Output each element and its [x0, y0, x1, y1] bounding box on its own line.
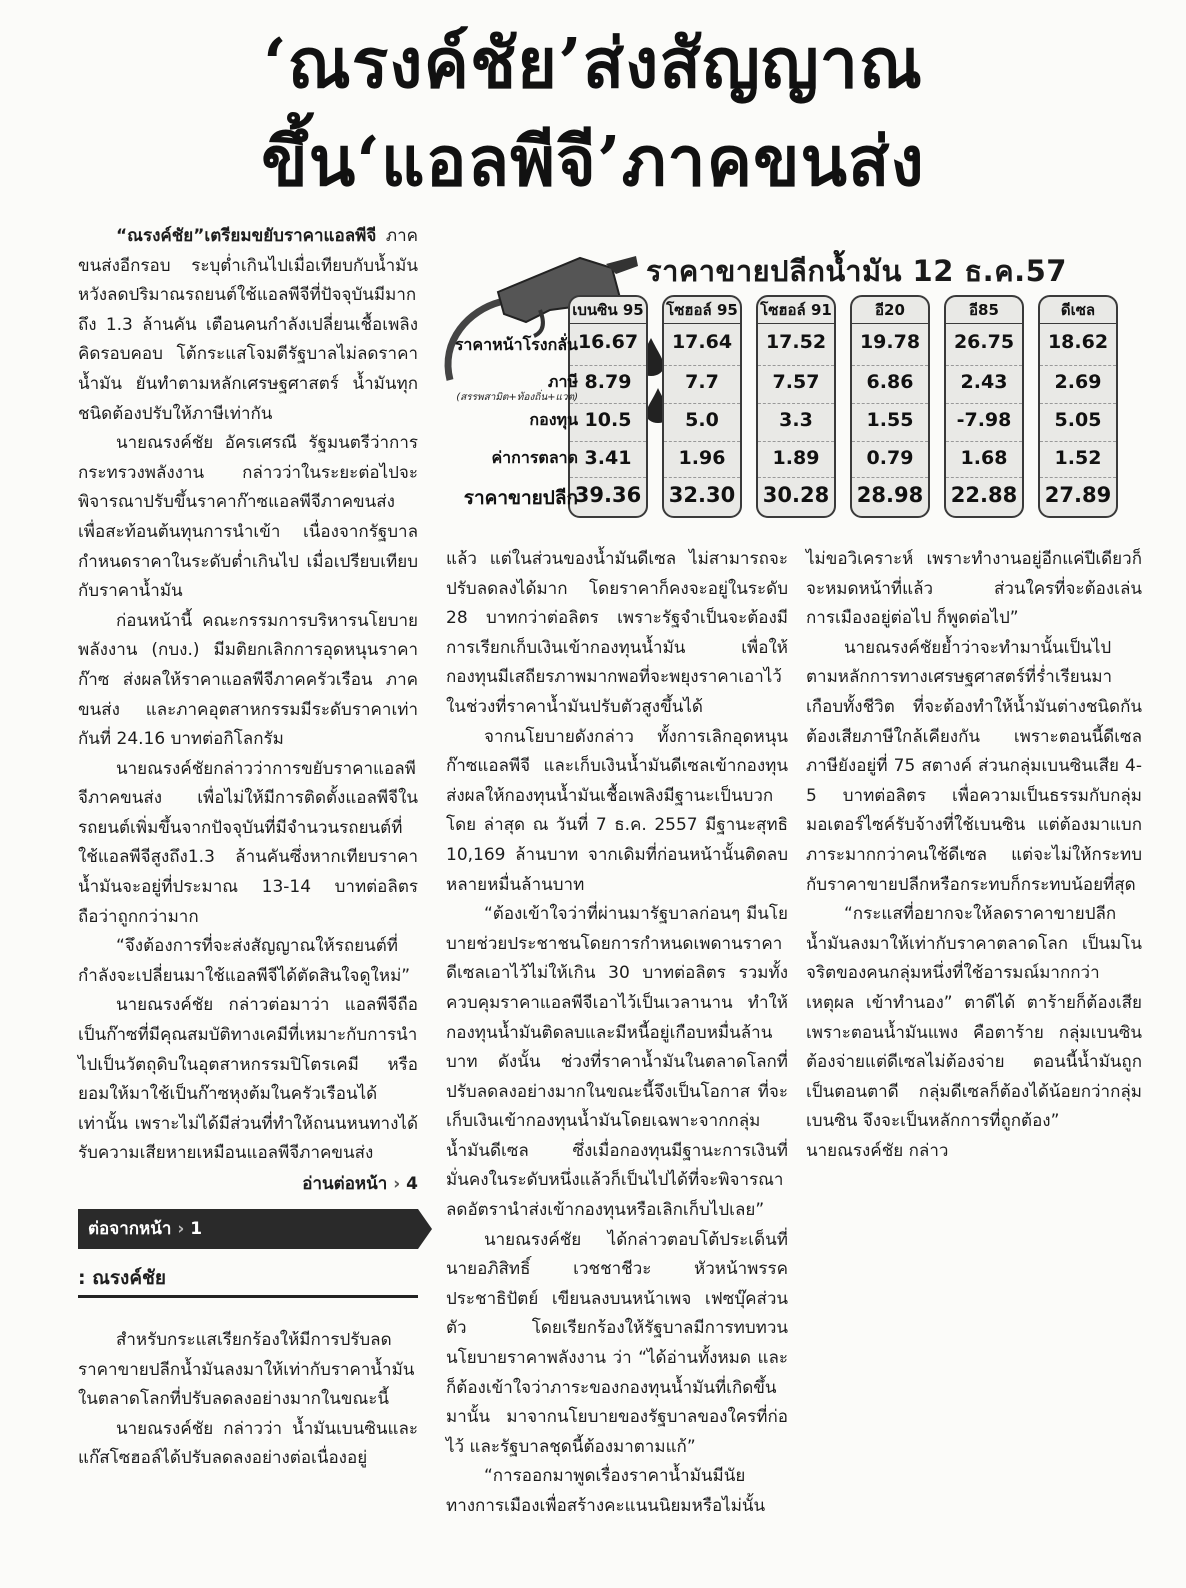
fuel-price-table: [430, 240, 1130, 530]
price-value: 18.62: [1047, 331, 1109, 353]
price-value: 22.88: [950, 483, 1018, 507]
paragraph: นายณรงค์ชัย กล่าว: [806, 1140, 949, 1161]
price-value: 1.55: [866, 409, 914, 431]
row-divider: [758, 441, 834, 442]
price-value: 0.79: [866, 447, 914, 469]
price-value: 1.89: [772, 447, 820, 469]
price-value: 16.67: [577, 331, 639, 353]
row-divider: [570, 365, 646, 366]
price-column-header: โซฮอล์ 95: [664, 297, 740, 324]
lead-bold-text: “ณรงค์ชัย”เตรียมขยับราคาแอลพีจี: [116, 226, 377, 246]
price-value: 1.68: [960, 447, 1008, 469]
chart-title: ราคาขายปลีกน้ำมัน 12 ธ.ค.57: [646, 254, 1067, 288]
price-value: 10.5: [584, 409, 632, 431]
paragraph: สำหรับกระแสเรียกร้องให้มีการปรับลดราคาขายปลีกน้ำมันลงมาให้เท่ากับราคาน้ำมันในตลาดโลกที่ปรับลดลงอย่างมากในขณะนี้: [78, 1330, 415, 1410]
price-value: 17.52: [765, 331, 827, 353]
row-divider: [852, 477, 928, 478]
lead-paragraph-text: ภาคขนส่งอีกรอบ ระบุต่ำเกินไปเมื่อเทียบกับน้ำมัน หวังลดปริมาณรถยนต์ใช้แอลพีจีที่ปัจจุบันมีมากถึง 1.3 ล้านคัน เตือนคนกำลังเปลี่ยนเชื้อเพลิงคิดรอบคอบ โต้กระแสโจมตีรัฐบาลไม่ลดราคาน้ำมัน ยันทำตามหลักเศรษฐศาสตร์ น้ำมันทุกชนิดต้องปรับให้ภาษีเท่ากัน: [78, 226, 418, 424]
continued-from-bar: [78, 1209, 418, 1249]
price-column: [568, 295, 648, 518]
price-column-header: ดีเซล: [1040, 297, 1116, 324]
price-value: 2.43: [960, 371, 1008, 393]
row-divider: [852, 403, 928, 404]
row-divider: [758, 477, 834, 478]
price-value: 7.7: [685, 371, 719, 393]
row-divider: [664, 441, 740, 442]
price-value: 5.05: [1054, 409, 1102, 431]
read-more-link[interactable]: [78, 1169, 418, 1199]
price-row-label: ราคาขายปลีก: [463, 487, 578, 509]
price-value: 39.36: [574, 483, 642, 507]
price-column: [944, 295, 1024, 518]
article-column-3: [806, 545, 1142, 1166]
row-divider: [758, 403, 834, 404]
price-row-label: ราคาหน้าโรงกลั่น: [454, 335, 578, 354]
read-more-page: 4: [406, 1174, 418, 1194]
row-divider: [946, 403, 1022, 404]
quote-paragraph: “ต้องเข้าใจว่าที่ผ่านมารัฐบาลก่อนๆ มีนโยบายช่วยประชาชนโดยการกำหนดเพดานราคาดีเซลเอาไว้ไม่ให้เกิน 30 บาทต่อลิตร รวมทั้งควบคุมราคาแอลพีจีเอาไว้เป็นเวลานาน ทำให้กองทุนน้ำมันติดลบและมีหนี้อยู่เกือบหมื่นล้านบาท ดังนั้น ช่วงที่ราคาน้ำมันในตลาดโลกที่ปรับลดลงอย่างมากในขณะนี้จึงเป็นโอกาส ที่จะเก็บเงินเข้ากองทุนน้ำมันโดยเฉพาะจากกลุ่มน้ำมันดีเซล ซึ่งเมื่อกองทุนมีฐานะการเงินที่มั่นคงในระดับหนึ่งแล้วก็เป็นไปได้ที่จะพิจารณาลดอัตรานำส่งเข้ากองทุนหรือเลิกเก็บไปเลย”: [446, 904, 788, 1221]
price-row-label: ค่าการตลาด: [491, 448, 578, 467]
price-column-header: อี20: [852, 297, 928, 324]
price-row-label: กองทุน: [529, 410, 578, 429]
price-column-header: เบนซิน 95: [570, 297, 646, 324]
quote-paragraph: “การออกมาพูดเรื่องราคาน้ำมันมีนัยทางการเมืองเพื่อสร้างคะแนนนิยมหรือไม่นั้น: [446, 1466, 766, 1516]
row-divider: [570, 477, 646, 478]
read-more-label: อ่านต่อหน้า: [302, 1174, 388, 1194]
price-value: 2.69: [1054, 371, 1102, 393]
paragraph: นายณรงค์ชัยกล่าวว่าการขยับราคาแอลพีจีภาคขนส่ง เพื่อไม่ให้มีการติดตั้งแอลพีจีในรถยนต์เพิ่มขึ้นจากปัจจุบันที่มีจำนวนรถยนต์ที่ใช้แอลพีจีสูงถึง1.3 ล้านคันซึ่งหากเทียบราคาน้ำมันจะอยู่ที่ประมาณ 13-14 บาทต่อลิตร ถือว่าถูกกว่ามาก: [78, 758, 418, 927]
row-divider: [946, 365, 1022, 366]
price-column-header: โซฮอล์ 91: [758, 297, 834, 324]
price-value: 5.0: [685, 409, 719, 431]
row-divider: [1040, 441, 1116, 442]
row-divider: [1040, 365, 1116, 366]
row-divider: [664, 403, 740, 404]
price-value: 17.64: [671, 331, 733, 353]
headline-line-2: ขึ้น‘แอลพีจี’ภาคขนส่ง: [261, 122, 925, 202]
paragraph: ไม่ขอวิเคราะห์ เพราะทำงานอยู่อีกแค่ปีเดียวก็จะหมดหน้าที่แล้ว ส่วนใครที่จะต้องเล่นการเมืองอยู่ต่อไป ก็พูดต่อไป”: [806, 549, 1142, 629]
price-value: 3.41: [584, 447, 632, 469]
paragraph: แล้ว แต่ในส่วนของน้ำมันดีเซล ไม่สามารถจะปรับลดลงได้มาก โดยราคาก็คงจะอยู่ในระดับ 28 บาทกว่าต่อลิตร เพราะรัฐจำเป็นจะต้องมีการเรียกเก็บเงินเข้ากองทุนน้ำมัน เพื่อให้กองทุนมีเสถียรภาพมากพอที่จะพยุงราคาเอาไว้ในช่วงที่ราคาน้ำมันปรับตัวสูงขึ้นได้: [446, 549, 788, 717]
continued-label: ต่อจากหน้า: [88, 1219, 172, 1239]
price-value: 3.3: [779, 409, 813, 431]
row-divider: [946, 441, 1022, 442]
continued-section-title: : ณรงค์ชัย: [78, 1261, 418, 1298]
lead-paragraph: [78, 222, 418, 429]
paragraph: ก่อนหน้านี้ คณะกรรมการบริหารนโยบายพลังงาน (กบง.) มีมติยกเลิกการอุดหนุนราคาก๊าซ ส่งผลให้ราคาแอลพีจีภาคครัวเรือน ภาคขนส่ง และภาคอุตสาหกรรมมีระดับราคาเท่ากันที่ 24.16 บาทต่อกิโลกรัม: [78, 610, 418, 750]
price-value: 28.98: [856, 483, 924, 507]
price-value: 1.96: [678, 447, 726, 469]
price-value: 8.79: [584, 371, 632, 393]
paragraph: นายณรงค์ชัย กล่าวต่อมาว่า แอลพีจีถือเป็นก๊าซที่มีคุณสมบัติทางเคมีที่เหมาะกับการนำไปเป็นวัตถุดิบในอุตสาหกรรมปิโตรเคมี หรือ ยอมให้มาใช้เป็นก๊าซหุงต้มในครัวเรือนได้เท่านั้น เพราะไม่ได้มีส่วนที่ทำให้ถนนหนทางได้รับความเสียหายเหมือนแอลพีจีภาคขนส่ง: [78, 995, 418, 1164]
quote-paragraph: “จึงต้องการที่จะส่งสัญญาณให้รถยนต์ที่กำลังจะเปลี่ยนมาใช้แอลพีจีได้ตัดสินใจดูใหม่”: [78, 936, 411, 986]
row-divider: [570, 441, 646, 442]
chevron-right-icon: ›: [393, 1174, 401, 1194]
price-value: 26.75: [953, 331, 1015, 353]
row-divider: [1040, 403, 1116, 404]
row-divider: [946, 477, 1022, 478]
row-divider: [1040, 477, 1116, 478]
row-divider: [664, 365, 740, 366]
price-value: 32.30: [668, 483, 736, 507]
price-value: 19.78: [859, 331, 921, 353]
price-value: 1.52: [1054, 447, 1102, 469]
row-divider: [570, 403, 646, 404]
paragraph: นายณรงค์ชัย ได้กล่าวตอบโต้ประเด็นที่นายอภิสิทธิ์ เวชชาชีวะ หัวหน้าพรรคประชาธิปัตย์ เขียนลงบนหน้าเพจ เฟซบุ๊คส่วนตัว โดยเรียกร้องให้รัฐบาลมีการทบทวนนโยบายราคาพลังงาน ว่า “ได้อ่านทั้งหมด และก็ต้องเข้าใจว่าภาระของกองทุนน้ำมันที่เกิดขึ้นมานั้น มาจากนโยบายของรัฐบาลของใครที่ก่อไว้ และรัฐบาลชุดนี้ต้องมาตามแก้”: [446, 1229, 788, 1457]
price-column: [1038, 295, 1118, 518]
price-value: 6.86: [866, 371, 914, 393]
price-row-sublabel: (สรรพสามิต+ท้องถิ่น+แวต): [456, 392, 578, 403]
price-value: 27.89: [1044, 483, 1112, 507]
price-column: [662, 295, 742, 518]
row-divider: [758, 365, 834, 366]
price-value: 30.28: [762, 483, 830, 507]
price-column: [756, 295, 836, 518]
paragraph: นายณรงค์ชัยย้ำว่าจะทำมานั้นเป็นไปตามหลักการทางเศรษฐศาสตร์ที่ร่ำเรียนมาเกือบทั้งชีวิต ที่จะต้องทำให้น้ำมันต่างชนิดกันต้องเสียภาษีใกล้เคียงกัน เพราะตอนนี้ดีเซลภาษียังอยู่ที่ 75 สตางค์ ส่วนกลุ่มเบนซินเสีย 4-5 บาทต่อลิตร เพื่อความเป็นธรรมกับกลุ่มมอเตอร์ไซค์รับจ้างที่ใช้เบนซิน แต่ต้องมาแบกภาระมากกว่าคนใช้ดีเซล แต่จะไม่ให้กระทบกับราคาขายปลีกหรือกระทบก็กระทบน้อยที่สุด: [806, 637, 1142, 895]
price-value: -7.98: [956, 409, 1012, 431]
paragraph: จากนโยบายดังกล่าว ทั้งการเลิกอุดหนุนก๊าซแอลพีจี และเก็บเงินน้ำมันดีเซลเข้ากองทุน ส่งผลให้กองทุนน้ำมันเชื้อเพลิงมีฐานะเป็นบวก โดย ล่าสุด ณ วันที่ 7 ธ.ค. 2557 มีฐานะสุทธิ 10,169 ล้านบาท จากเดิมที่ก่อนหน้านั้นติดลบหลายหมื่นล้านบาท: [446, 726, 788, 895]
price-row-label: ภาษี: [547, 372, 578, 391]
article-column-1: [78, 222, 418, 1474]
price-value: 7.57: [772, 371, 820, 393]
price-column-header: อี85: [946, 297, 1022, 324]
continued-page: 1: [190, 1219, 203, 1239]
price-column: [850, 295, 930, 518]
article-column-2: [446, 545, 788, 1522]
row-divider: [664, 477, 740, 478]
row-divider: [852, 365, 928, 366]
chevron-right-icon: ›: [177, 1219, 185, 1239]
headline-line-1: ‘ณรงค์ชัย’ส่งสัญญาณ: [262, 24, 923, 104]
paragraph: นายณรงค์ชัย กล่าวว่า น้ำมันเบนซินและแก๊สโซฮอล์ได้ปรับลดลงอย่างต่อเนื่องอยู่: [78, 1418, 418, 1469]
row-divider: [852, 441, 928, 442]
quote-paragraph: “กระแสที่อยากจะให้ลดราคาขายปลีกน้ำมันลงมาให้เท่ากับราคาตลาดโลก เป็นมโนจริตของคนกลุ่มหนึ่งที่ใช้อารมณ์มากกว่าเหตุผล เข้าทำนอง” ตาดีได้ ตาร้ายก็ต้องเสีย เพราะตอนน้ำมันแพง คือตาร้าย กลุ่มเบนซินต้องจ่ายแต่ดีเซลไม่ต้องจ่าย ตอนนี้น้ำมันถูก เป็นตอนตาดี กลุ่มดีเซลก็ต้องได้น้อยกว่ากลุ่มเบนซิน จึงจะเป็นหลักการที่ถูกต้อง”: [806, 904, 1142, 1132]
paragraph: นายณรงค์ชัย อัครเศรณี รัฐมนตรีว่าการกระทรวงพลังงาน กล่าวว่าในระยะต่อไปจะพิจารณาปรับขึ้นราคาก๊าซแอลพีจีภาคขนส่ง เพื่อสะท้อนต้นทุนการนำเข้า เนื่องจากรัฐบาลกำหนดราคาในระดับต่ำเกินไป เมื่อเปรียบเทียบกับราคาน้ำมัน: [78, 433, 418, 602]
